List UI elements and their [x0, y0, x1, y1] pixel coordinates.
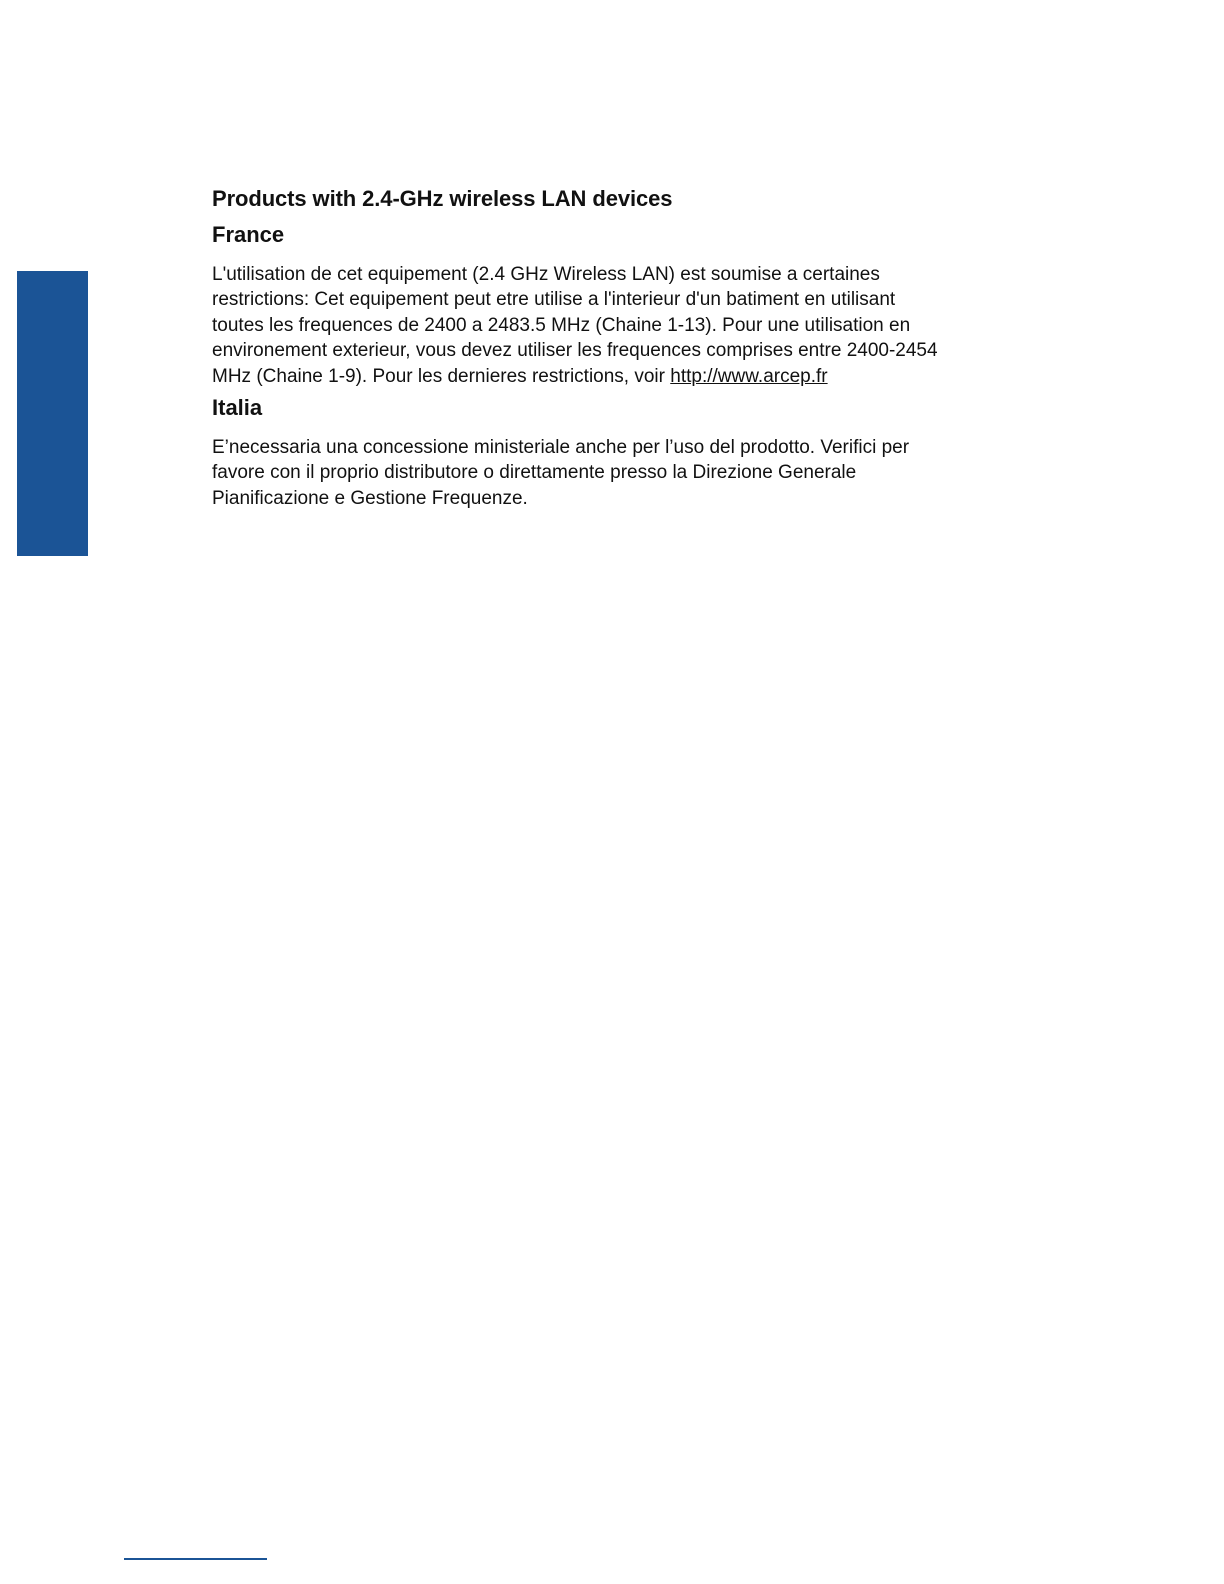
france-heading: France: [212, 222, 285, 247]
france-line: restrictions: Cet equipement peut etre utilise a l'interieur d'un batiment en utilisant: [212, 289, 896, 311]
france-line-last: [212, 364, 1072, 389]
italia-heading: Italia: [212, 395, 263, 421]
france-paragraph: [212, 262, 1072, 389]
section-side-tab: [17, 271, 88, 556]
content-area: [212, 184, 1072, 511]
france-line: L'utilisation de cet equipement (2.4 GHz Wireless LAN) est soumise a certaines: [212, 264, 880, 285]
italia-line: E’necessaria una concessione ministeriale anche per l’uso del prodotto. Verifici per: [212, 437, 910, 459]
france-line: toutes les frequences de 2400 a 2483.5 MHz (Chaine 1-13). Pour une utilisation en: [212, 314, 911, 336]
arcep-link[interactable]: http://www.arcep.fr: [670, 365, 828, 387]
italia-line: Pianificazione e Gestione Frequenze.: [212, 487, 528, 509]
france-line-text: MHz (Chaine 1-9). Pour les dernieres restrictions, voir: [212, 365, 671, 387]
section-heading: Products with 2.4-GHz wireless LAN devices: [212, 186, 673, 211]
france-line: environement exterieur, vous devez utiliser les frequences comprises entre 2400-2454: [212, 340, 938, 362]
italia-line: favore con il proprio distributore o direttamente presso la Direzione Generale: [212, 462, 857, 484]
italia-paragraph: [212, 435, 1072, 511]
footnote-divider: [124, 1558, 267, 1560]
